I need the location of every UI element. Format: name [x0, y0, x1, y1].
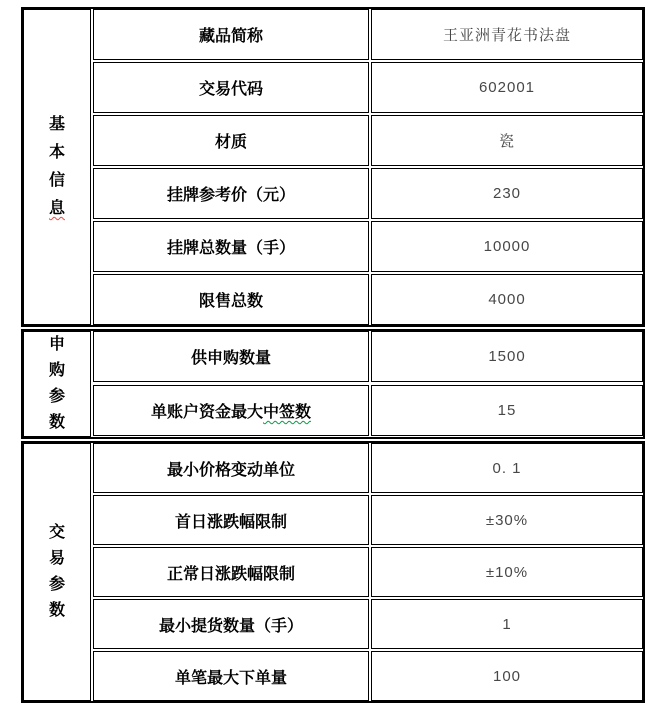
section-label-basic-info — [23, 9, 91, 325]
row-label — [93, 62, 369, 113]
row-label — [93, 651, 369, 701]
section-label-char: 数 — [48, 602, 65, 619]
section-label-char: 购 — [48, 362, 65, 379]
text-part: 挂牌总数量（手） — [166, 240, 295, 257]
row-label — [93, 331, 369, 382]
text-part: 10000 — [483, 238, 531, 255]
text-part: 最小价格变动单位 — [166, 461, 295, 479]
row-value — [371, 495, 643, 545]
text-part: 4000 — [488, 291, 526, 308]
section-label-char: 易 — [48, 550, 65, 567]
text-part: 材质 — [214, 134, 247, 151]
text-part: 王亚洲青花书法盘 — [442, 27, 571, 44]
row-value — [371, 9, 643, 60]
text-part: 首日涨跌幅限制 — [174, 513, 287, 531]
section-label-char: 息 — [48, 200, 65, 217]
row-value — [371, 168, 643, 219]
text-part: 0. 1 — [492, 459, 522, 477]
text-part: 供申购数量 — [190, 350, 271, 367]
row-label — [93, 168, 369, 219]
product-parameters-table — [21, 7, 645, 705]
row-label — [93, 547, 369, 597]
text-part: 单笔最大下单量 — [174, 669, 287, 687]
section-label-trading-params — [23, 443, 91, 701]
text-part: 1500 — [488, 348, 526, 365]
text-part: 交易代码 — [198, 81, 263, 98]
section-subscription-params — [21, 329, 645, 439]
row-value — [371, 443, 643, 493]
row-label — [93, 495, 369, 545]
row-label — [93, 443, 369, 493]
section-label-char: 申 — [48, 336, 65, 353]
section-label-char: 参 — [48, 388, 65, 405]
text-part: 限售总数 — [198, 293, 263, 310]
row-value — [371, 599, 643, 649]
section-label-char: 交 — [48, 524, 65, 541]
text-part: ±30% — [485, 511, 529, 529]
text-part: 单账户资金最大 — [150, 404, 263, 421]
row-value — [371, 274, 643, 325]
text-part: 藏品简称 — [198, 28, 263, 45]
row-label — [93, 385, 369, 436]
text-part: 最小提货数量（手） — [158, 617, 303, 635]
section-label-char: 信 — [48, 172, 65, 189]
text-part: 100 — [492, 667, 522, 685]
row-value — [371, 331, 643, 382]
row-label — [93, 599, 369, 649]
section-label-char: 数 — [48, 414, 65, 431]
text-part: 230 — [492, 185, 522, 202]
row-label — [93, 274, 369, 325]
section-label-char: 参 — [48, 576, 65, 593]
section-label-char: 本 — [48, 144, 65, 161]
text-part: 瓷 — [498, 133, 515, 150]
text-part: 正常日涨跌幅限制 — [166, 565, 295, 583]
section-label-subscription-params — [23, 331, 91, 437]
row-value — [371, 221, 643, 272]
section-label-char: 基 — [48, 116, 65, 133]
row-label — [93, 115, 369, 166]
row-value — [371, 385, 643, 436]
proofing-marked-text: 中签数 — [263, 404, 312, 421]
row-label — [93, 221, 369, 272]
row-value — [371, 115, 643, 166]
row-value — [371, 62, 643, 113]
row-value — [371, 547, 643, 597]
row-label — [93, 9, 369, 60]
section-basic-info — [21, 7, 645, 327]
text-part: 1 — [502, 615, 512, 633]
text-part: 602001 — [478, 79, 536, 96]
text-part: ±10% — [485, 563, 529, 581]
row-value — [371, 651, 643, 701]
text-part: 15 — [497, 402, 517, 419]
text-part: 挂牌参考价（元） — [166, 187, 295, 204]
section-trading-params — [21, 441, 645, 703]
